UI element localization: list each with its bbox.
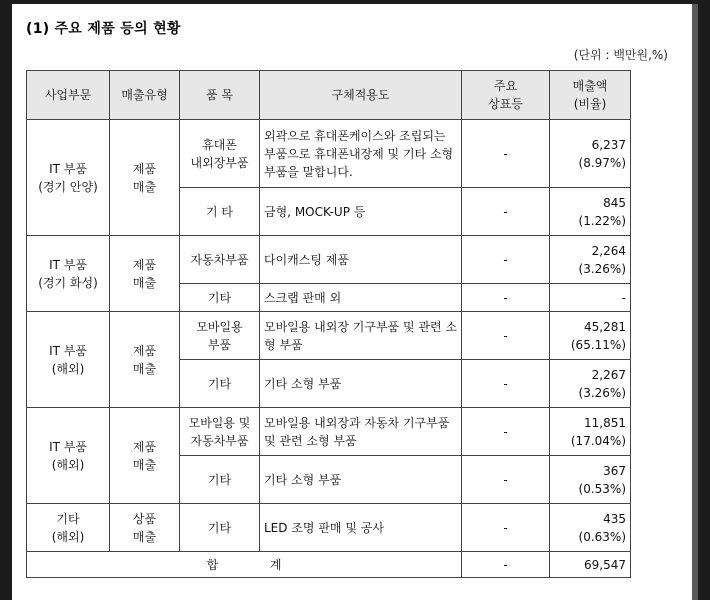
item-cell: 모바일용 및 자동차부품 [180,408,260,456]
amount-cell: 6,237 (8.97%) [550,120,631,188]
table-row [27,312,631,360]
division-cell: IT 부품 (해외) [27,408,110,504]
amount-cell: 2,267 (3.26%) [550,360,631,408]
brand-cell: - [462,284,550,312]
vertical-scrollbar[interactable] [692,4,698,600]
usage-cell: 기타 소형 부품 [260,360,462,408]
table-row [27,504,631,552]
product-status-table [26,70,631,578]
header-sales: 매출액 (비율) [550,71,631,120]
division-cell: IT 부품 (경기 안양) [27,120,110,236]
item-cell: 모바일용 부품 [180,312,260,360]
header-brand: 주요 상표등 [462,71,550,120]
brand-cell: - [462,456,550,504]
table-row [27,236,631,284]
header-division: 사업부문 [27,71,110,120]
brand-cell: - [462,236,550,284]
amount-cell: 435 (0.63%) [550,504,631,552]
unit-note: (단위 : 백만원,%) [573,48,668,62]
item-cell: 기타 [180,284,260,312]
header-usage: 구체적용도 [260,71,462,120]
total-brand-cell: - [462,552,550,578]
table-row [27,408,631,456]
amount-cell: 845 (1.22%) [550,188,631,236]
brand-cell: - [462,360,550,408]
section-title: (1) 주요 제품 등의 현황 [26,21,181,37]
usage-cell: 모바일용 내외장과 자동차 기구부품 및 관련 소형 부품 [260,408,462,456]
table-row [27,120,631,188]
brand-cell: - [462,120,550,188]
total-row [27,552,631,578]
amount-cell: 11,851 (17.04%) [550,408,631,456]
amount-cell: 45,281 (65.11%) [550,312,631,360]
brand-cell: - [462,504,550,552]
item-cell: 기 타 [180,188,260,236]
header-item: 품 목 [180,71,260,120]
amount-cell: - [550,284,631,312]
item-cell: 기타 [180,456,260,504]
total-amount-cell: 69,547 [550,552,631,578]
item-cell: 휴대폰 내외장부품 [180,120,260,188]
sales-type-cell: 상품 매출 [110,504,180,552]
header-sales-type: 매출유형 [110,71,180,120]
division-cell: 기타 (해외) [27,504,110,552]
usage-cell: LED 조명 판매 및 공사 [260,504,462,552]
sales-type-cell: 제품 매출 [110,120,180,236]
total-label: 합 계 [27,552,462,578]
item-cell: 자동차부품 [180,236,260,284]
sales-type-cell: 제품 매출 [110,236,180,312]
division-cell: IT 부품 (경기 화성) [27,236,110,312]
sales-type-cell: 제품 매출 [110,408,180,504]
amount-cell: 367 (0.53%) [550,456,631,504]
usage-cell: 금형, MOCK-UP 등 [260,188,462,236]
division-cell: IT 부품 (해외) [27,312,110,408]
usage-cell: 스크랩 판매 외 [260,284,462,312]
usage-cell: 기타 소형 부품 [260,456,462,504]
brand-cell: - [462,408,550,456]
usage-cell: 모바일용 내외장 기구부품 및 관련 소형 부품 [260,312,462,360]
usage-cell: 외곽으로 휴대폰케이스와 조립되는 부품으로 휴대폰내장제 및 기타 소형부품을 말합니다. [260,120,462,188]
item-cell: 기타 [180,360,260,408]
usage-cell: 다이캐스팅 제품 [260,236,462,284]
sales-type-cell: 제품 매출 [110,312,180,408]
table-header-row [27,71,631,120]
brand-cell: - [462,312,550,360]
brand-cell: - [462,188,550,236]
item-cell: 기타 [180,504,260,552]
amount-cell: 2,264 (3.26%) [550,236,631,284]
